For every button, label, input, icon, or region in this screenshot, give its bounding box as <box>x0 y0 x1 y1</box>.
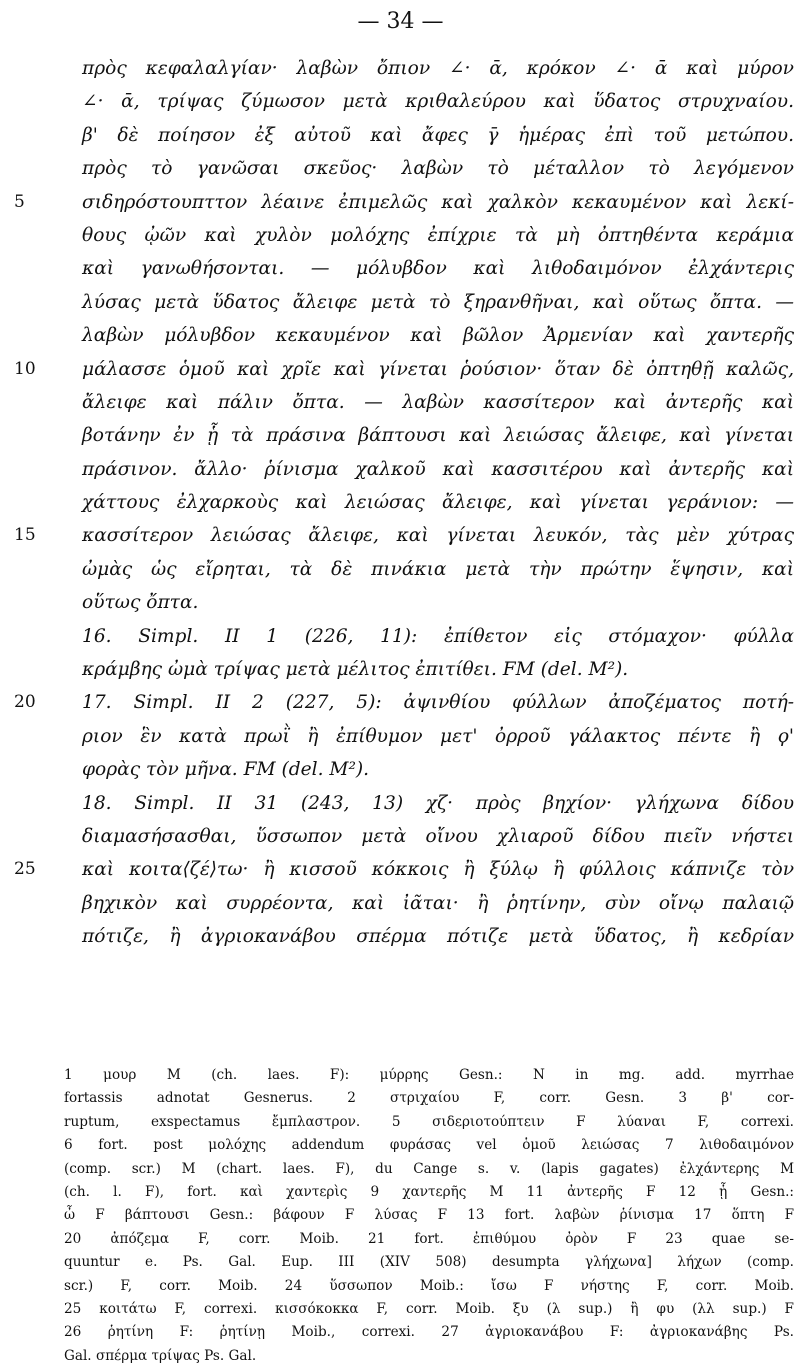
text-line <box>14 853 794 886</box>
line-text: βοτάνην ἐν ᾗ τὰ πράσινα βάπτουσι καὶ λειώσας ἄλειφε, καὶ γίνεται <box>82 425 794 447</box>
line-text: καὶ κοιτα⟨ζέ⟩τω· ἢ κισσοῦ κόκκοις ἢ ξύλῳ ἢ φύλλοις κάπνιζε τὸν <box>82 859 794 881</box>
text-line <box>82 820 794 853</box>
text-line <box>82 119 794 152</box>
text-line <box>82 787 794 820</box>
footnote-line: quuntur e. Ps. Gal. Eup. III (XIV 508) desumpta γλήχωνα] λήχων (comp. <box>64 1254 794 1271</box>
line-text: πράσινον. ἄλλο· ῥίνισμα χαλκοῦ καὶ κασσιτέρου καὶ ἀντερῆς καὶ <box>82 458 794 480</box>
footnote-line: 25 κοιτάτω F, correxi. κισσόκοκκα F, corr. Moib. ξυ (λ sup.) ἢ φυ (λλ sup.) F <box>64 1300 794 1317</box>
text-line <box>14 519 794 552</box>
footnote-line: (ch. l. F), fort. καὶ χαντερὶς 9 χαντερῆς M 11 ἀντερῆς F 12 ᾗ Gesn.: <box>64 1183 794 1200</box>
line-text: πότιζε, ἢ ἀγριοκανάβου σπέρμα πότιζε μετὰ ὕδατος, ἢ κεδρίαν <box>82 926 794 948</box>
text-line <box>14 353 794 386</box>
text-line <box>82 152 794 185</box>
text-line <box>82 52 794 85</box>
footnote-line: 1 μουρ M (ch. laes. F): μύρρης Gesn.: N in mg. add. myrrhae <box>64 1067 794 1083</box>
text-line <box>82 920 794 953</box>
text-line <box>82 653 794 686</box>
page-number: — 34 — <box>357 9 444 34</box>
line-text: 17. Simpl. II 2 (227, 5): ἀψινθίου φύλλων ἀποζέματος ποτή- <box>82 692 794 714</box>
line-text: ∠· ᾱ, τρίψας ζύμωσον μετὰ κριθαλεύρου καὶ ὕδατος στρυχναίου. <box>82 91 794 113</box>
line-number: 15 <box>14 525 36 546</box>
line-text: κασσίτερον λειώσας ἄλειφε, καὶ γίνεται λευκόν, τὰς μὲν χύτρας <box>82 525 794 547</box>
line-text: λύσας μετὰ ὕδατος ἄλειφε μετὰ τὸ ξηρανθῆναι, καὶ οὕτως ὄπτα. — <box>82 291 794 313</box>
line-number: 5 <box>14 191 25 212</box>
text-line <box>82 453 794 486</box>
text-line <box>82 419 794 452</box>
text-line <box>82 252 794 285</box>
text-line <box>82 219 794 252</box>
footnote-line: 20 ἀπόζεμα F, corr. Moib. 21 fort. ἐπιθύμου ὀρὸν F 23 quae se- <box>64 1230 794 1247</box>
line-text: ἄλειφε καὶ πάλιν ὄπτα. — λαβὼν κασσίτερον καὶ ἀντερῆς καὶ <box>82 391 794 413</box>
line-number: 10 <box>14 358 36 379</box>
line-text: διαμασήσασθαι, ὕσσωπον μετὰ οἴνου χλιαροῦ δίδου πιεῖν νήστει <box>82 825 794 847</box>
footnote-line: scr.) F, corr. Moib. 24 ὕσσωπον Moib.: ἴσω F νήστης F, corr. Moib. <box>64 1277 794 1294</box>
text-line <box>82 85 794 118</box>
text-line <box>82 286 794 319</box>
line-text: ὠμὰς ὡς εἴρηται, τὰ δὲ πινάκια μετὰ τὴν πρώτην ἕψησιν, καὶ <box>82 558 794 580</box>
text-line <box>82 386 794 419</box>
main-text <box>14 52 794 954</box>
footnote-line: fortassis adnotat Gesnerus. 2 στριχαίου F, corr. Gesn. 3 β' cor- <box>64 1090 794 1107</box>
text-line <box>82 753 794 786</box>
text-line <box>82 586 794 619</box>
text-line <box>82 486 794 519</box>
text-line <box>14 186 794 219</box>
line-text: ριον ἓν κατὰ πρωῒ ἢ ἐπίθυμον μετ' ὀρροῦ γάλακτος πέντε ἢ ϙ' <box>82 725 794 747</box>
footnote-line: ὦ F βάπτουσι Gesn.: βάφουν F λύσας F 13 fort. λαβὼν ῥίνισμα 17 ὅπτη F <box>64 1207 794 1224</box>
line-text: χάττους ἐλχαρκοὺς καὶ λειώσας ἄλειφε, καὶ γίνεται γεράνιον: — <box>82 492 794 514</box>
critical-apparatus <box>64 1064 794 1368</box>
line-text: πρὸς τὸ γανῶσαι σκεῦος· λαβὼν τὸ μέταλλον τὸ λεγόμενον <box>82 158 794 180</box>
text-line <box>82 553 794 586</box>
line-number: 25 <box>14 859 36 880</box>
line-text: σιδηρόστουπττον λέαινε ἐπιμελῶς καὶ χαλκὸν κεκαυμένον καὶ λεκί- <box>82 191 794 213</box>
line-text: καὶ γανωθήσονται. — μόλυβδον καὶ λιθοδαιμόνον ἐλχάντερις <box>82 258 794 280</box>
text-line <box>82 319 794 352</box>
line-number: 20 <box>14 692 36 713</box>
text-line <box>82 887 794 920</box>
line-text: λαβὼν μόλυβδον κεκαυμένον καὶ βῶλον Ἀρμενίαν καὶ χαντερῆς <box>82 325 794 347</box>
text-line <box>14 686 794 719</box>
text-line <box>82 720 794 753</box>
line-text: μάλασσε ὁμοῦ καὶ χρῖε καὶ γίνεται ῥούσιον· ὅταν δὲ ὀπτηθῇ καλῶς, <box>82 358 794 380</box>
footnote-line: Gal. σπέρμα τρίψας Ps. Gal. <box>64 1347 257 1364</box>
line-text: οὕτως ὄπτα. <box>82 592 199 614</box>
line-text: β' δὲ ποίησον ἐξ αὐτοῦ καὶ ἄφες γ̄ ἡμέρας ἐπὶ τοῦ μετώπου. <box>82 124 794 146</box>
line-text: βηχικὸν καὶ συρρέοντα, καὶ ἰᾶται· ἢ ῥητίνην, σὺν οἴνῳ παλαιῷ <box>82 892 794 914</box>
line-text: 16. Simpl. II 1 (226, 11): ἐπίθετον εἰς στόμαχον· φύλλα <box>82 625 794 647</box>
line-text: θους ᾠῶν καὶ χυλὸν μολόχης ἐπίχριε τὰ μὴ ὀπτηθέντα κεράμια <box>82 224 794 246</box>
footnote-line: 26 ῥητίνη F: ῥητίνῃ Moib., correxi. 27 ἀγριοκανάβου F: ἀγριοκανάβης Ps. <box>64 1324 794 1341</box>
line-text: κράμβης ὠμὰ τρίψας μετὰ μέλιτος ἐπιτίθει. FM (del. M²). <box>82 659 629 681</box>
line-text: πρὸς κεφαλαλγίαν· λαβὼν ὄπιον ∠· ᾱ, κρόκον ∠· ᾱ καὶ μύρον <box>82 58 794 79</box>
footnote-line: 6 fort. post μολόχης addendum φυράσας vel ὁμοῦ λειώσας 7 λιθοδαιμόνον <box>64 1137 794 1154</box>
footnote-line: ruptum, exspectamus ἔμπλαστρον. 5 σιδεριοτούπτειν F λύαναι F, correxi. <box>64 1113 794 1130</box>
line-text: 18. Simpl. II 31 (243, 13) χζ· πρὸς βηχίον· γλήχωνα δίδου <box>82 792 794 814</box>
footnote-line: (comp. scr.) M (chart. laes. F), du Cange s. v. (lapis gagates) ἐλχάντερης M <box>64 1160 794 1177</box>
text-line <box>82 620 794 653</box>
line-text: φορὰς τὸν μῆνα. FM (del. M²). <box>82 759 370 781</box>
